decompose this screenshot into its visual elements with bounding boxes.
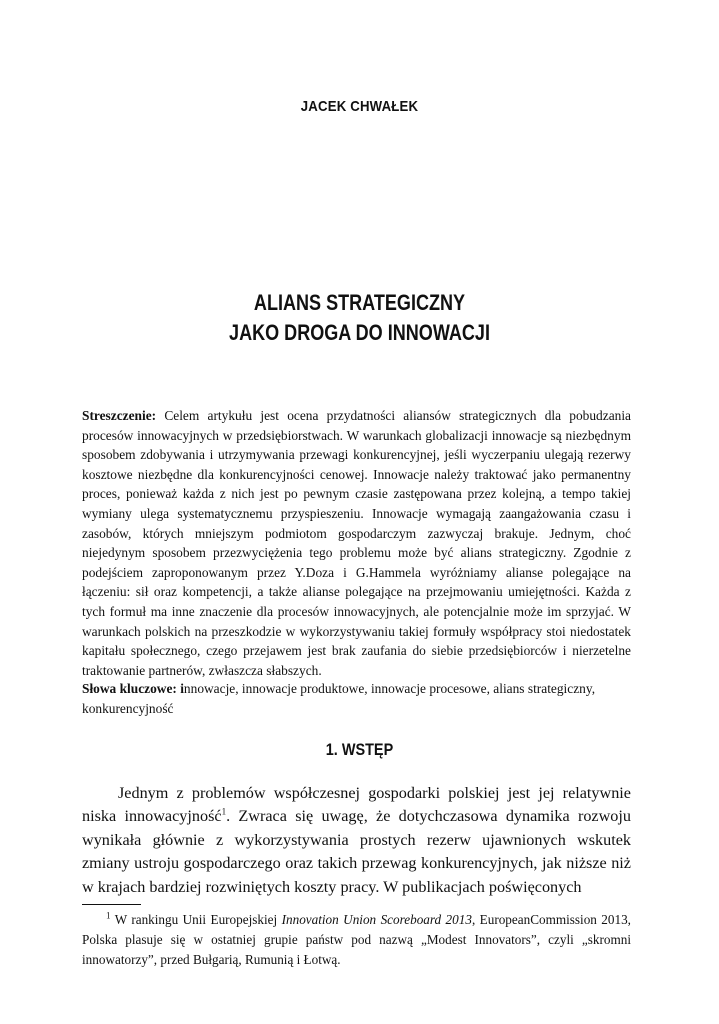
footnote-text-before: W rankingu Unii Europejskiej: [110, 912, 282, 927]
body-text-part-2: . Zwraca się uwagę, że dotychczasowa dynamika rozwoju wynikała głównie z wykorzystywania prostych rezerw ujawnionych wskutek zmiany ustroju gospodarczego oraz takich przewag konkurencyjnych, jak niższe niż w krajach bardziej rozwiniętych koszty pracy. W publikacjach poświęconych: [82, 807, 631, 896]
keywords-text: nnowacje, innowacje produktowe, innowacje procesowe, alians strategiczny, konkurencyjność: [82, 681, 596, 716]
footnote-text-after: , EuropeanCommission 2013, Polska plasuje się w ostatniej grupie państw pod nazwą „Modest Innovators”, czyli „skromni innowatorzy”, przed Bułgarią, Rumunią i Łotwą.: [82, 912, 631, 967]
article-title: [65, 288, 655, 348]
body-text-part-1: Jednym z problemów współczesnej gospodarki polskiej jest jej relatywnie niska innowacyjność: [82, 784, 631, 826]
author-name: JACEK CHWAŁEK: [300, 98, 419, 115]
footnote-number: 1: [106, 910, 111, 921]
keywords-label: Słowa kluczowe: i: [82, 681, 184, 696]
footnote-reference: 1: [221, 807, 227, 818]
title-line-2: JAKO DROGA DO INNOWACJI: [229, 320, 490, 345]
section-heading: 1. WSTĘP: [325, 740, 394, 759]
abstract-text: Celem artykułu jest ocena przydatności aliansów strategicznych dla pobudzania procesów innowacyjnych w przedsiębiorstwach. W warunkach globalizacji innowacje są niezbędnym sposobem zdobywania i utrzymywania przewagi konkurencyjnej, jeśli wyczerpaniu ulegają rezerwy kosztowe niezbędne dla konkurencyjności cenowej. Innowacje należy traktować jako permanentny proces, ponieważ każda z nich jest po pewnym czasie zastępowana przez kolejną, a tempo takiej wymiany ulega systematycznemu przyspieszeniu. Innowacje wymagają zaangażowania czasu i zasobów, których mniejszym podmiotom gospodarczym zazwyczaj brakuje. Jednym, choć niejedynym sposobem przezwyciężenia tego problemu może być alians strategiczny. Zgodnie z podejściem zaproponowanym przez Y.Doza i G.Hammela wyróżniamy alianse polegające na łączeniu: sił oraz kompetencji, a także alianse polegające na przejmowaniu umiejętności. Każda z tych formuł ma inne znaczenie dla procesów innowacyjnych, ale potencjalnie może im sprzyjać. W warunkach polskich na przeszkodzie w wykorzystywaniu takiej formuły współpracy stoi niedostatek kapitału społecznego, czego przejawem jest brak zaufania do siebie przedsiębiorców i nierzetelne traktowanie partnerów, zwłaszcza słabszych.: [82, 408, 631, 678]
abstract-label: Streszczenie:: [82, 408, 157, 423]
abstract: [82, 406, 631, 680]
keywords: [82, 679, 631, 718]
title-line-1: ALIANS STRATEGICZNY: [253, 290, 466, 315]
footnote-divider: [82, 904, 141, 905]
body-paragraph: [82, 782, 631, 899]
footnote: [82, 910, 631, 969]
footnote-italic-title: Innovation Union Scoreboard 2013: [281, 912, 472, 927]
